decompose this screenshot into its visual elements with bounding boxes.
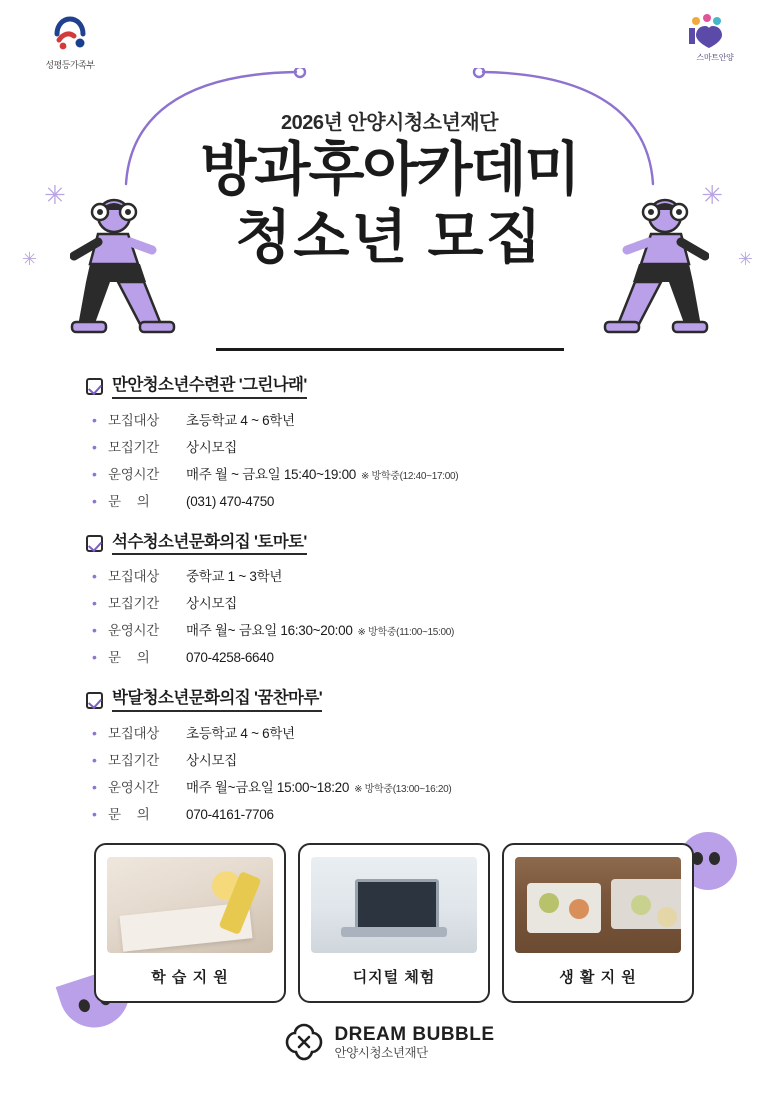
section-header: [0, 688, 779, 712]
ministry-emblem-icon: [47, 14, 93, 54]
gov-logo-label: 성평등가족부: [45, 60, 95, 70]
info-value: 매주 월 ~ 금요일 15:40~19:00: [186, 466, 356, 482]
info-row: [0, 803, 779, 823]
info-value: 초등학교 4 ~ 6학년: [186, 412, 295, 428]
hero-year: 2026년 안양시청소년재단: [281, 112, 498, 134]
section-title: 만안청소년수련관 '그린나래': [112, 375, 307, 399]
bullet-icon: •: [92, 751, 97, 768]
info-note: ※ 방학중(11:00~15:00): [357, 627, 455, 639]
section-seoksu: [0, 532, 779, 667]
info-label: 모집기간: [108, 596, 159, 612]
card-caption: 학 습 지 원: [151, 969, 229, 986]
hero-divider: [216, 348, 564, 351]
footer-brand-name: DREAM BUBBLE: [334, 1024, 495, 1046]
bullet-icon: •: [92, 411, 97, 428]
hero-title-line2: 청소년 모집: [235, 205, 544, 271]
footer-brand: [0, 1022, 779, 1062]
photo-meal-tray: [515, 857, 681, 953]
sparkle-icon: ✳: [701, 180, 723, 210]
bullet-icon: •: [92, 465, 97, 482]
section-title: 석수청소년문화의집 '토마토': [112, 532, 307, 556]
sparkle-icon: ✳: [737, 249, 753, 269]
check-icon: [86, 378, 103, 395]
sparkle-icon: ✳: [44, 180, 66, 210]
dream-bubble-logo-icon: [284, 1022, 324, 1062]
hero-banner: [0, 60, 779, 370]
info-label: 모집대상: [108, 412, 159, 428]
info-value: (031) 470-4750: [186, 493, 275, 509]
check-icon: [86, 692, 103, 709]
section-mananan: [0, 375, 779, 510]
info-label: 모집기간: [108, 439, 159, 455]
partner-logo: [675, 12, 755, 63]
bullet-icon: •: [92, 568, 97, 585]
bullet-icon: •: [92, 595, 97, 612]
section-bakdal: [0, 688, 779, 823]
info-row: [0, 722, 779, 742]
card-digital-experience[interactable]: [298, 843, 490, 1003]
info-value: 상시모집: [186, 596, 237, 612]
info-row: [0, 436, 779, 456]
info-value: 매주 월~ 금요일 16:30~20:00: [186, 623, 353, 639]
info-label: 운영시간: [108, 623, 159, 639]
bullet-icon: •: [92, 649, 97, 666]
partner-logo-label: 스마트안양: [696, 53, 734, 62]
info-row: [0, 749, 779, 769]
card-caption: 디지털 체험: [352, 969, 436, 986]
bullet-icon: •: [92, 805, 97, 822]
info-label: 문 의: [108, 806, 156, 822]
info-row: [0, 776, 779, 796]
info-label: 운영시간: [108, 779, 159, 795]
info-label: 모집기간: [108, 752, 159, 768]
info-label: 모집대상: [108, 725, 159, 741]
hero-title: [0, 136, 779, 273]
bullet-icon: •: [92, 778, 97, 795]
info-value: 중학교 1 ~ 3학년: [186, 569, 283, 585]
bullet-icon: •: [92, 724, 97, 741]
info-value: 상시모집: [186, 439, 237, 455]
card-life-support[interactable]: [502, 843, 694, 1003]
info-label: 문 의: [108, 650, 156, 666]
bullet-icon: •: [92, 492, 97, 509]
info-row: [0, 619, 779, 639]
photo-study-highlighter: [107, 857, 273, 953]
info-note: ※ 방학중(13:00~16:20): [354, 783, 452, 795]
card-study-support[interactable]: [94, 843, 286, 1003]
section-header: [0, 375, 779, 399]
hero-title-line1: 방과후아카데미: [200, 137, 579, 202]
photo-laptop-desk: [311, 857, 477, 953]
info-row: [0, 565, 779, 585]
info-row: [0, 490, 779, 510]
program-cards: [94, 843, 694, 1003]
bullet-icon: •: [92, 438, 97, 455]
sparkle-icon: ✳: [22, 249, 38, 269]
info-value: 매주 월~금요일 15:00~18:20: [186, 779, 350, 795]
info-value: 상시모집: [186, 752, 237, 768]
card-caption: 생 활 지 원: [559, 969, 637, 986]
info-row: [0, 646, 779, 666]
section-title: 박달청소년문화의집 '꿈찬마루': [112, 688, 322, 712]
info-label: 운영시간: [108, 466, 159, 482]
info-value: 070-4258-6640: [186, 650, 274, 666]
info-label: 문 의: [108, 493, 156, 509]
bullet-icon: •: [92, 622, 97, 639]
info-value: 초등학교 4 ~ 6학년: [186, 725, 295, 741]
info-value: 070-4161-7706: [186, 806, 274, 822]
eye-icon: [709, 852, 720, 865]
section-header: [0, 532, 779, 556]
smart-anyang-icon: [675, 12, 755, 50]
eye-icon: [77, 998, 91, 1014]
check-icon: [86, 535, 103, 552]
footer-texts: [334, 1024, 494, 1059]
info-note: ※ 방학중(12:40~17:00): [360, 470, 459, 482]
info-row: [0, 592, 779, 612]
info-label: 모집대상: [108, 569, 159, 585]
info-row: [0, 463, 779, 483]
footer-org-name: 안양시청소년재단: [334, 1045, 428, 1060]
program-sections: [0, 375, 779, 845]
info-row: [0, 409, 779, 429]
